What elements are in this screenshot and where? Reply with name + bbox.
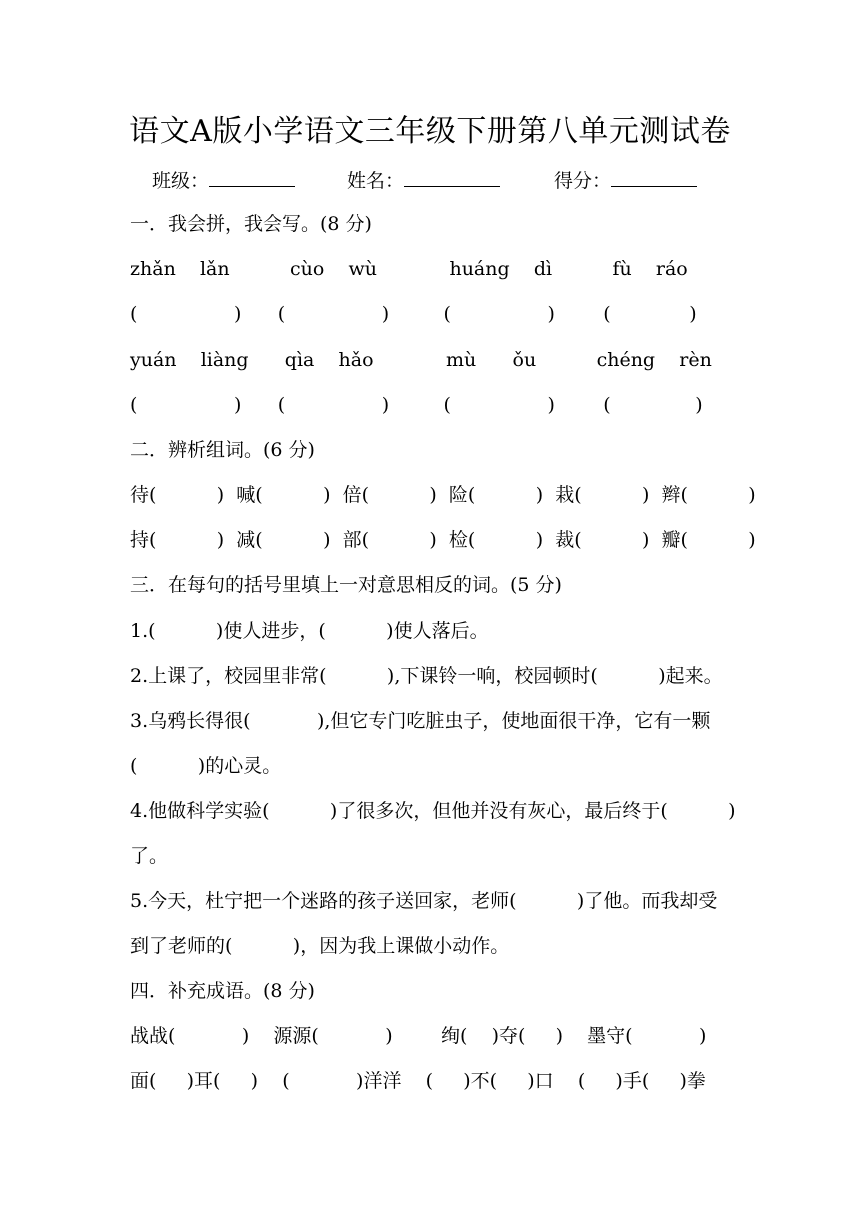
name-field — [347, 166, 500, 196]
answer-blanks-row-1[interactable]: ( ) ( ) ( ) ( ) — [130, 303, 697, 325]
pinyin-row-1: zhǎn lǎn cùo wù huáng dì fù ráo — [130, 258, 688, 280]
score-label: 得分： — [554, 170, 612, 192]
class-field — [152, 166, 295, 196]
question-2[interactable]: 2.上课了，校园里非常( ),下课铃一响，校园顿时( )起来。 — [130, 665, 723, 687]
score-blank[interactable] — [611, 168, 697, 187]
section-4-heading: 四．补充成语。(8 分) — [130, 980, 315, 1002]
question-4-line-2: 了。 — [130, 845, 169, 867]
question-5-line-2[interactable]: 到了老师的( )，因为我上课做小动作。 — [130, 935, 510, 957]
name-blank[interactable] — [404, 168, 500, 187]
question-3-line-2[interactable]: ( )的心灵。 — [130, 755, 282, 777]
class-label: 班级： — [152, 170, 210, 192]
name-label: 姓名： — [347, 170, 405, 192]
page-title: 语文A版小学语文三年级下册第八单元测试卷 — [129, 114, 731, 149]
section-2-heading: 二．辨析组词。(6 分) — [130, 439, 315, 461]
question-1[interactable]: 1.( )使人进步，( )使人落后。 — [130, 620, 489, 642]
class-blank[interactable] — [209, 168, 295, 187]
idiom-row-2[interactable]: 面( )耳( ) ( )洋洋 ( )不( )口 ( )手( )拳 — [130, 1070, 706, 1092]
word-group-row-1[interactable]: 待( ) 喊( ) 倍( ) 险( ) 栽( ) 辫( ) — [130, 484, 756, 506]
section-1-heading: 一．我会拼，我会写。(8 分) — [130, 213, 372, 235]
question-3-line-1[interactable]: 3.乌鸦长得很( ),但它专门吃脏虫子，使地面很干净，它有一颗 — [130, 710, 711, 732]
pinyin-row-2: yuán liàng qìa hǎo mù ǒu chéng rèn — [130, 349, 712, 371]
score-field — [554, 166, 697, 196]
answer-blanks-row-2[interactable]: ( ) ( ) ( ) ( ) — [130, 394, 703, 416]
question-4-line-1[interactable]: 4.他做科学实验( )了很多次，但他并没有灰心，最后终于( ) — [130, 800, 736, 822]
question-5-line-1[interactable]: 5.今天，杜宁把一个迷路的孩子送回家，老师( )了他。而我却受 — [130, 890, 718, 912]
word-group-row-2[interactable]: 持( ) 减( ) 部( ) 检( ) 裁( ) 瓣( ) — [130, 529, 756, 551]
section-3-heading: 三．在每句的括号里填上一对意思相反的词。(5 分) — [130, 574, 562, 596]
idiom-row-1[interactable]: 战战( ) 源源( ) 绚( )夺( ) 墨守( ) — [130, 1025, 707, 1047]
